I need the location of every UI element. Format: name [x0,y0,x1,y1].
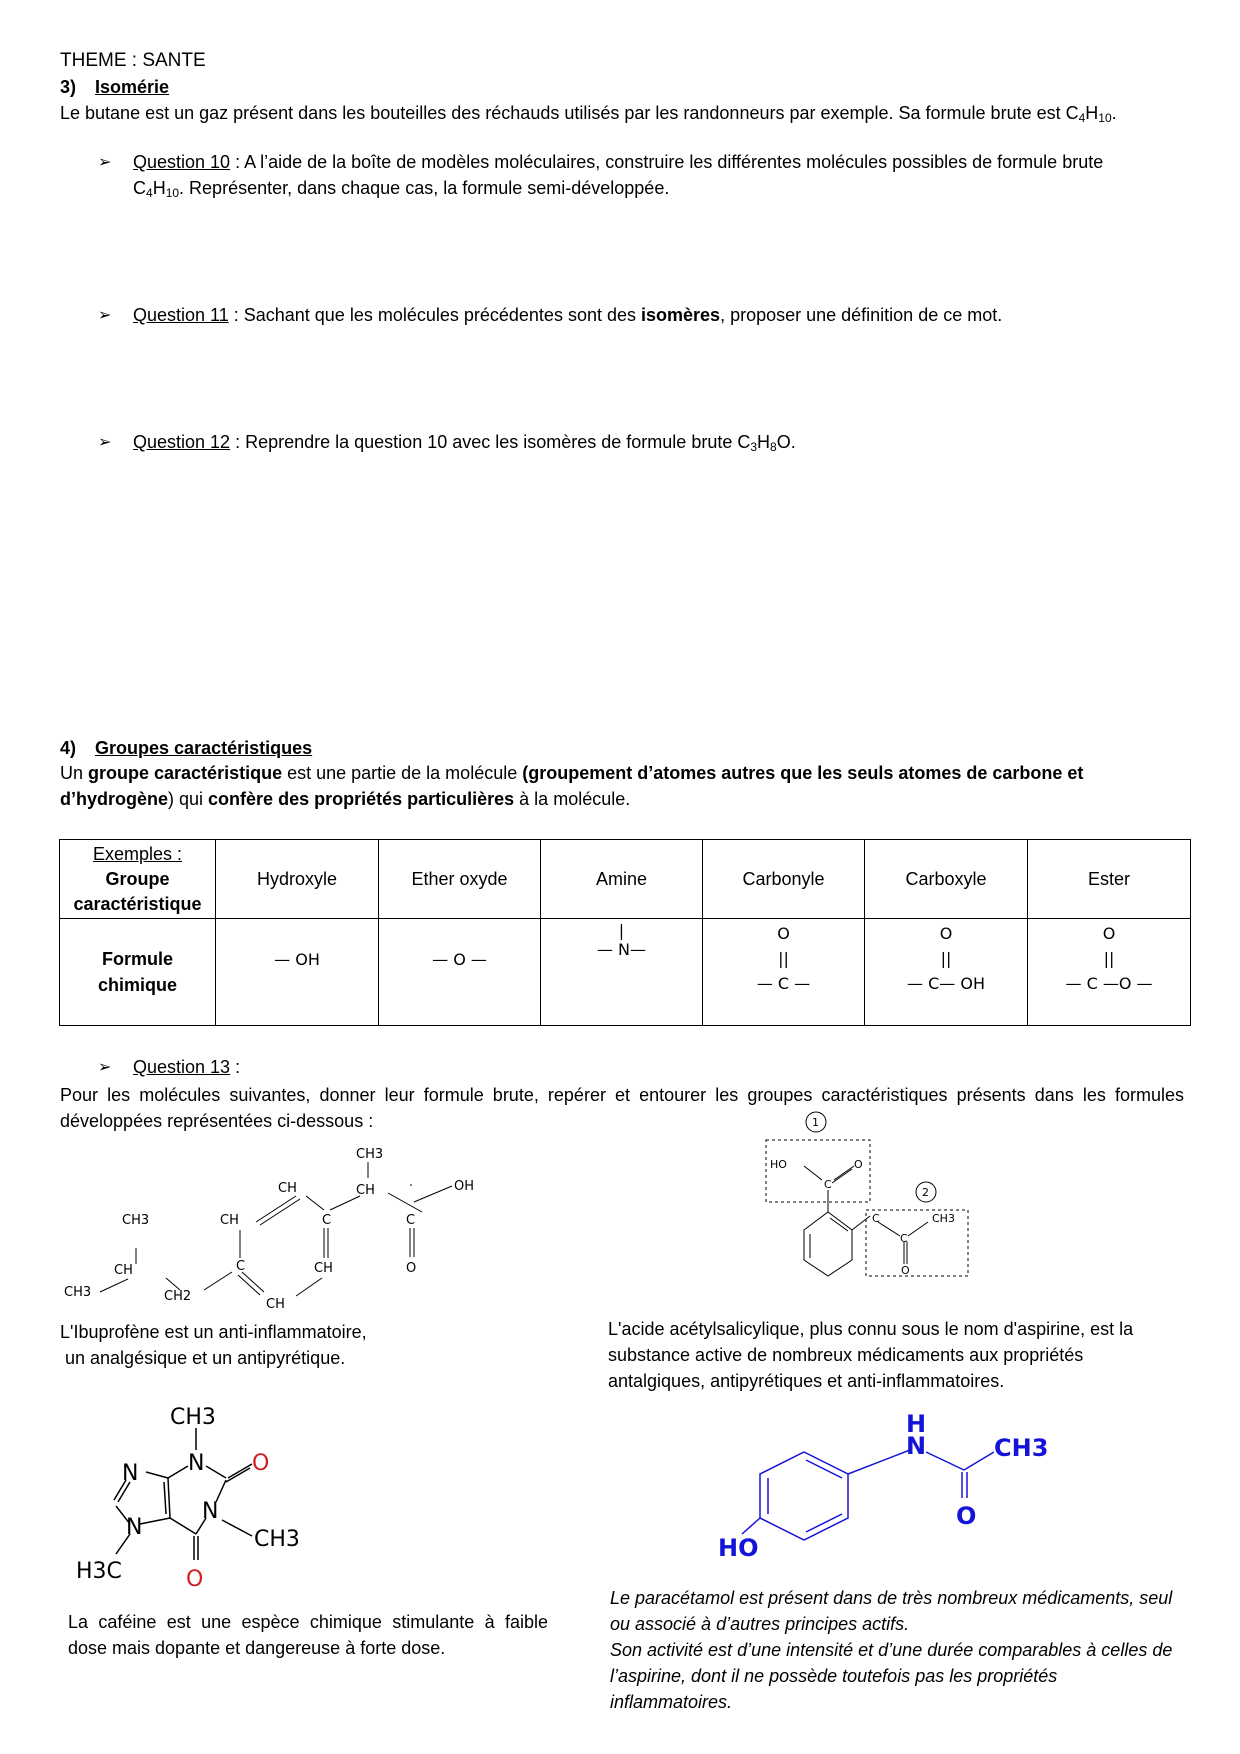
table-header-cell [60,840,216,919]
ibuprofen-caption-line: L'Ibuprofène est un anti-inflammatoire, [60,1322,367,1342]
aspirin-caption-line: L'acide acétylsalicylique, plus connu sous le nom d'aspirine, est la [608,1319,1134,1339]
table-header-characteristic: caractéristique [73,893,202,914]
q10-sub-4: 4 [146,186,153,200]
caffeine-label: CH3 [170,1405,216,1430]
formula-cell-carbonyle [703,919,865,1026]
section-3-number: 3) [60,77,77,97]
q10-rest: . Représenter, dans chaque cas, la formule semi-développée. [179,178,670,198]
section-3-heading [60,77,169,98]
def-2: groupe caractéristique [88,763,283,783]
def-3: est une partie de la molécule [282,763,523,783]
formula-hydroxyle: — OH [274,950,320,969]
question-12 [133,432,796,454]
section-4-title: Groupes caractéristiques [95,738,313,758]
aspirin-structure [760,1110,980,1310]
paracetamol-label: N [906,1432,927,1460]
formula-amine: — N— [596,940,647,959]
ibuprofen-label: C [406,1213,416,1228]
table-row [60,840,1191,919]
ibuprofen-label: CH3 [122,1213,150,1228]
butane-sub-4: 4 [1078,111,1086,125]
ibuprofen-label: CH [356,1183,375,1198]
caffeine-caption [68,1609,548,1661]
caffeine-structure [70,1400,330,1600]
caffeine-oxygen-label: O [252,1451,270,1476]
def-5: d’hydrogène [60,789,169,809]
paracetamol-label: O [956,1502,977,1530]
q11-pre: : Sachant que les molécules précédentes sont des [228,305,641,325]
butane-h: H [1085,103,1099,123]
table-formula-label2: chimique [97,975,177,995]
formula-cell-amine [541,919,703,1026]
q10-c: C [133,178,146,198]
butane-sub-10: 10 [1098,111,1112,125]
aspirin-caption [608,1316,1133,1394]
question-10-text: : A l’aide de la boîte de modèles moléculaires, construire les différentes molécules possibles de formule brute [230,152,1104,172]
q10-sub-10: 10 [165,186,180,200]
table-formula-label: Formule [101,949,173,969]
def-7: confère des propriétés particulières [208,789,515,809]
group-name-cell: Carboxyle [865,840,1028,919]
formula-carboxyle-o: O [939,924,953,943]
ibuprofen-label: CH3 [356,1147,384,1162]
aspirin-label: C [900,1232,908,1245]
section-4-definition-line2 [60,789,630,810]
caffeine-oxygen-label: O [186,1567,204,1592]
aspirin-caption-line: substance active de nombreux médicaments aux propriétés [608,1345,1084,1365]
q12-end: O. [776,432,796,452]
question-10-line1 [133,152,1103,173]
paracetamol-caption-line: Son activité est d’une intensité et d’une durée comparables à celles de [610,1640,1173,1660]
q11-bold: isomères [641,305,721,325]
question-11-label: Question 11 [133,305,229,325]
formula-amine-bond: | [618,921,625,940]
ibuprofen-caption [60,1319,367,1371]
ibuprofen-label: CH2 [164,1289,192,1304]
paracetamol-caption-line: l’aspirine, dont il ne possède toutefois pas les propriétés [610,1666,1058,1686]
group-name-cell: Ether oxyde [379,840,541,919]
caffeine-label: N [126,1515,143,1540]
formula-carbonyle: — C — [756,974,811,993]
paracetamol-caption-line: inflammatoires. [610,1692,733,1712]
formula-carbonyle-double-bond: || [778,949,789,968]
paracetamol-caption-line: ou associé à d’autres principes actifs. [610,1614,910,1634]
ibuprofen-label: CH [278,1181,297,1196]
q11-post: , proposer une définition de ce mot. [720,305,1003,325]
formula-carbonyle-o: O [777,924,790,943]
page-theme: THEME : SANTE [60,50,206,71]
q12-h: H [757,432,771,452]
formula-ester-double-bond: || [1103,949,1115,968]
formula-cell-carboxyle [865,919,1028,1026]
question-13-label: Question 13 [133,1057,231,1077]
group-name-cell: Amine [541,840,703,919]
paracetamol-structure [718,1412,1058,1572]
section-4-definition-line1 [60,763,1083,784]
formula-header-cell [60,919,216,1026]
ibuprofen-label: C [236,1259,246,1274]
ibuprofen-label: CH [220,1213,239,1228]
aspirin-label: C [872,1212,880,1225]
group-name-cell: Ester [1028,840,1191,919]
q12-pre: : Reprendre la question 10 avec les isomères de formule brute C [230,432,751,452]
def-4: (groupement d’atomes autres que les seuls atomes de carbone et [522,763,1084,783]
formula-cell-ether [379,919,541,1026]
question-11 [133,305,1002,326]
formula-ester-o: O [1102,924,1116,943]
butane-intro [60,103,1117,125]
paracetamol-caption [610,1585,1172,1715]
caffeine-caption-line: dose mais dopante et dangereuse à forte dose. [68,1638,446,1658]
question-10-line2 [133,178,669,200]
formula-ester: — C —O — [1065,974,1153,993]
question-13-heading [133,1057,240,1078]
def-8: à la molécule. [514,789,631,809]
caffeine-label: N [188,1451,205,1476]
section-4-heading [60,738,312,759]
paracetamol-caption-line: Le paracétamol est présent dans de très nombreux médicaments, seul [610,1588,1173,1608]
ibuprofen-label: C [322,1213,332,1228]
arrow-bullet-icon: ➢ [98,1059,112,1076]
arrow-bullet-icon: ➢ [98,307,112,324]
arrow-bullet-icon: ➢ [98,154,112,171]
group-name-cell: Carbonyle [703,840,865,919]
ibuprofen-label: CH [114,1263,133,1278]
q10-h: H [152,178,166,198]
ibuprofen-caption-line: un analgésique et un antipyrétique. [60,1348,346,1368]
question-10-label: Question 10 [133,152,231,172]
paracetamol-label: CH3 [994,1434,1049,1462]
aspirin-label: O [901,1264,910,1277]
paracetamol-label: HO [718,1534,759,1562]
q12-sub-8: 8 [770,440,777,454]
aspirin-label: O [854,1158,863,1171]
paracetamol-label: H [906,1412,927,1438]
formula-ether: — O — [432,950,487,969]
ibuprofen-label: CH [266,1297,285,1312]
butane-end: . [1111,103,1117,123]
def-6: ) qui [168,789,209,809]
section-3-title: Isomérie [95,77,170,97]
caffeine-label: H3C [76,1559,122,1584]
def-1: Un [60,763,89,783]
caffeine-label: CH3 [254,1527,300,1552]
aspirin-label: 2 [922,1186,929,1199]
characteristic-groups-table [59,839,1191,1026]
aspirin-label: HO [770,1158,787,1171]
formula-carboxyle-double-bond: || [940,949,952,968]
formula-cell-hydroxyle [216,919,379,1026]
q13-colon: : [230,1057,241,1077]
group-name-cell: Hydroxyle [216,840,379,919]
butane-intro-text: Le butane est un gaz présent dans les bouteilles des réchauds utilisés par les randonneurs par exemple. Sa formule brute est C [60,103,1079,123]
caffeine-label: N [122,1461,139,1486]
question-13-text: Pour les molécules suivantes, donner leur formule brute, repérer et entourer les groupes caractéristiques présents dans les formules développées représentées ci-dessous : [60,1085,1184,1131]
question-12-label: Question 12 [133,432,231,452]
table-row [60,919,1191,1026]
table-header-examples: Exemples : [92,843,183,864]
formula-carboxyle: — C— OH [907,974,985,993]
aspirin-caption-line: antalgiques, antipyrétiques et anti-inflammatoires. [608,1371,1005,1391]
ibuprofen-label: CH [314,1261,333,1276]
section-4-number: 4) [60,738,77,758]
ibuprofen-label: O [406,1261,417,1276]
caffeine-caption-line: La caféine est une espèce chimique stimulante à faible [68,1612,548,1632]
ibuprofen-structure [60,1140,500,1320]
table-header-group: Groupe [105,868,170,889]
ibuprofen-label: OH [454,1179,475,1194]
q12-sub-3: 3 [750,440,758,454]
arrow-bullet-icon: ➢ [98,434,112,451]
formula-cell-ester [1028,919,1191,1026]
ibuprofen-label: CH3 [64,1285,92,1300]
caffeine-label: N [202,1499,219,1524]
aspirin-label: C [824,1178,832,1191]
aspirin-label: 1 [812,1116,819,1129]
aspirin-label: CH3 [932,1212,955,1225]
